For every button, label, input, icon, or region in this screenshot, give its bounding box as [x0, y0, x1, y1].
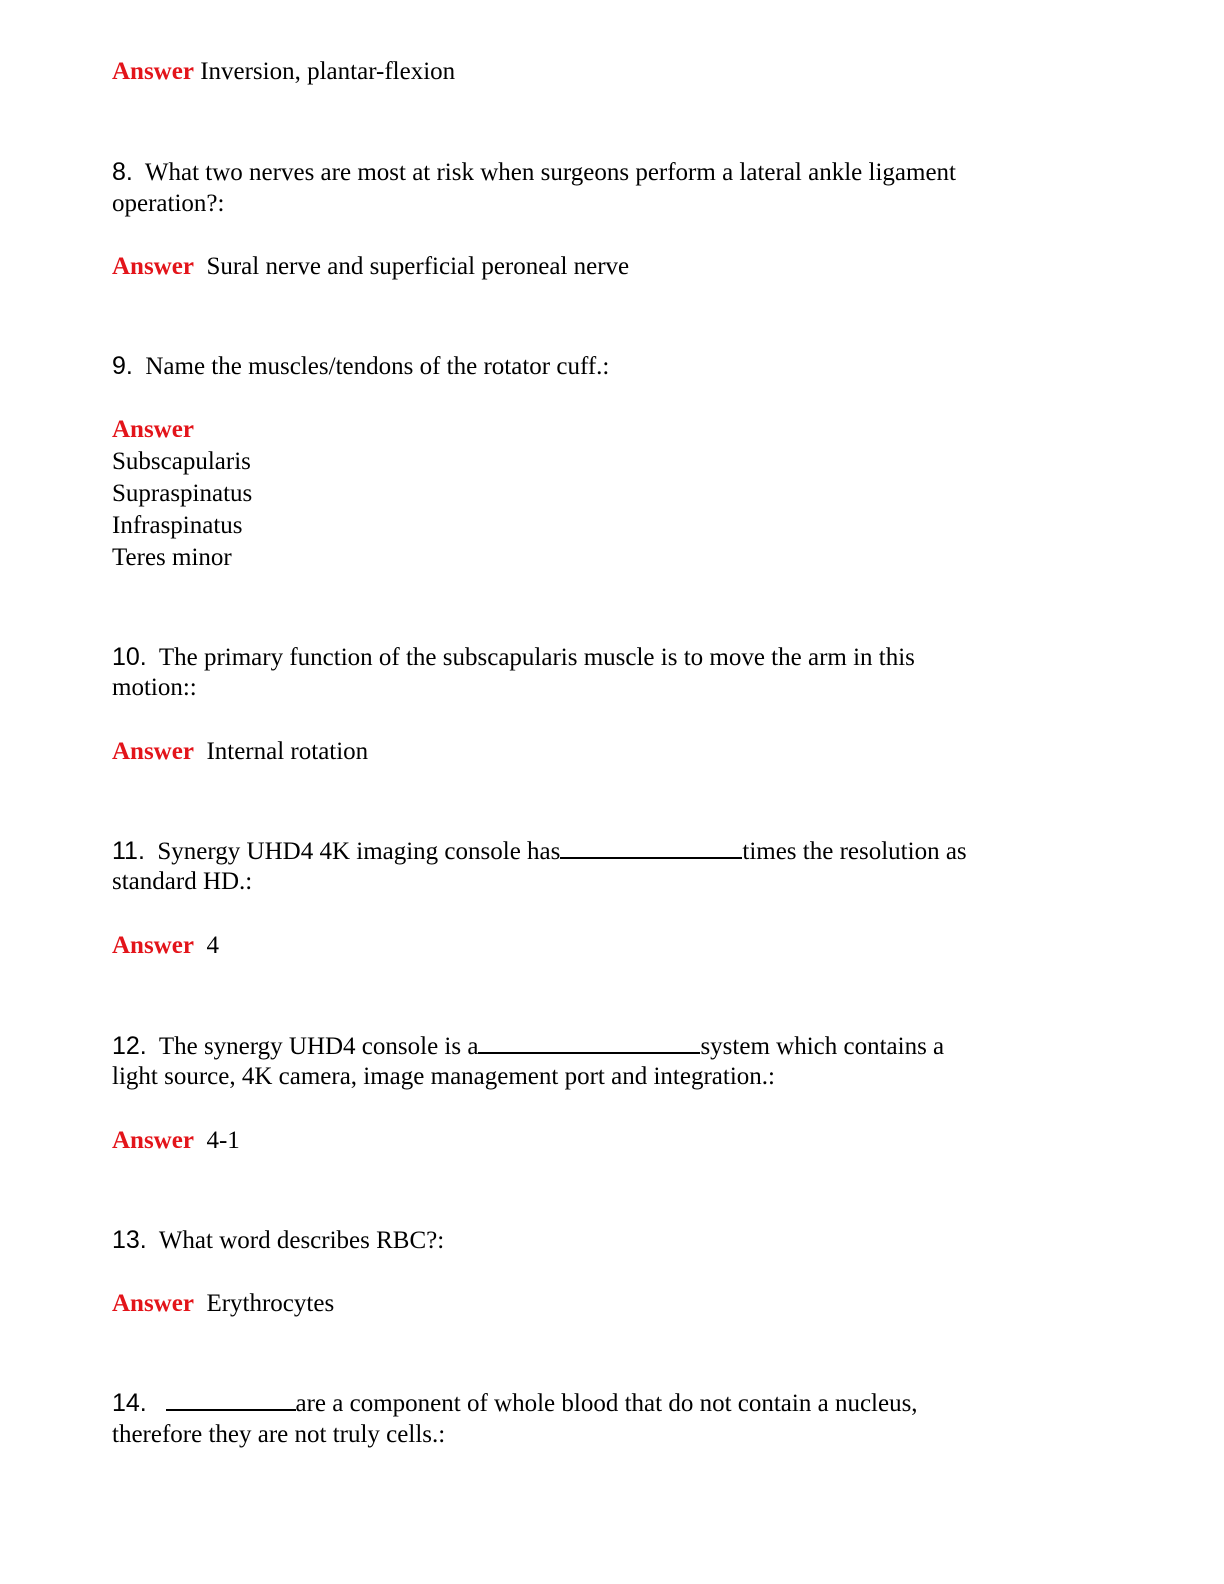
q13-number: 13.: [112, 1226, 147, 1254]
q7-answer: Inversion, plantar-flexion: [200, 58, 456, 85]
q9-answer-item: Teres minor: [112, 544, 232, 571]
q10-question-line2: [112, 672, 197, 704]
answer-label: Answer: [112, 1290, 194, 1317]
q10-answer-line: [112, 736, 368, 768]
q12-answer: 4-1: [206, 1127, 240, 1154]
q12-answer-line: [112, 1125, 240, 1157]
q9-text-line1: Name the muscles/tendons of the rotator cuff.:: [145, 353, 610, 380]
q14-text-line2: therefore they are not truly cells.:: [112, 1421, 446, 1448]
q14-question-line1: [112, 1387, 918, 1420]
q10-text-line1: The primary function of the subscapularis muscle is to move the arm in this: [158, 644, 915, 671]
answer-label: Answer: [112, 253, 194, 280]
answer-label: Answer: [112, 738, 194, 765]
answer-label: Answer: [112, 1127, 194, 1154]
answer-label: Answer: [112, 58, 194, 85]
q9-answer-item: Supraspinatus: [112, 480, 253, 507]
q12-text-line2: light source, 4K camera, image management port and integration.:: [112, 1063, 775, 1090]
q11-answer-line: [112, 930, 219, 962]
q11-question-line1: [112, 835, 967, 868]
q12-blank: [478, 1030, 700, 1054]
q14-number: 14.: [112, 1389, 147, 1417]
q9-number: 9.: [112, 352, 133, 380]
q9-answer-label-line: [112, 414, 194, 446]
q11-number: 11.: [112, 837, 145, 865]
document-page: [112, 0, 1112, 1584]
q8-text-line2: operation?:: [112, 190, 225, 217]
q12-question-line1: [112, 1030, 944, 1063]
q8-question-line1: [112, 156, 956, 189]
q9-question-line1: [112, 350, 609, 383]
q10-answer: Internal rotation: [206, 738, 369, 765]
q8-answer-line: [112, 251, 629, 283]
q10-number: 10.: [112, 643, 147, 671]
q8-answer: Sural nerve and superficial peroneal nerve: [206, 253, 630, 280]
q12-text-before-blank: The synergy UHD4 console is a: [158, 1033, 479, 1060]
answer-label: Answer: [112, 932, 194, 959]
answer-label: Answer: [112, 416, 194, 443]
q10-question-line1: [112, 641, 915, 674]
q11-answer: 4: [206, 932, 219, 959]
q13-question-line1: [112, 1224, 444, 1257]
q12-question-line2: [112, 1061, 775, 1093]
q13-answer: Erythrocytes: [206, 1290, 335, 1317]
q8-question-line2: [112, 188, 224, 220]
q12-number: 12.: [112, 1032, 147, 1060]
q8-text-line1: What two nerves are most at risk when surgeons perform a lateral ankle ligament: [144, 159, 956, 186]
q11-blank: [560, 835, 742, 859]
q7-answer-line: [112, 56, 455, 88]
q14-blank: [166, 1387, 296, 1411]
q12-text-after-blank: system which contains a: [700, 1033, 945, 1060]
q11-text-before-blank: Synergy UHD4 4K imaging console has: [157, 838, 561, 865]
q9-answer-item: Infraspinatus: [112, 512, 243, 539]
q11-text-after-blank: times the resolution as: [742, 838, 967, 865]
q14-question-line2: [112, 1419, 445, 1451]
q11-text-line2: standard HD.:: [112, 868, 253, 895]
q8-number: 8.: [112, 158, 133, 186]
q9-answer-item: Subscapularis: [112, 448, 251, 475]
q13-answer-line: [112, 1288, 334, 1320]
q14-text-after-blank: are a component of whole blood that do not contain a nucleus,: [295, 1390, 918, 1417]
q13-text-line1: What word describes RBC?:: [158, 1227, 445, 1254]
q11-question-line2: [112, 866, 252, 898]
q10-text-line2: motion::: [112, 674, 197, 701]
